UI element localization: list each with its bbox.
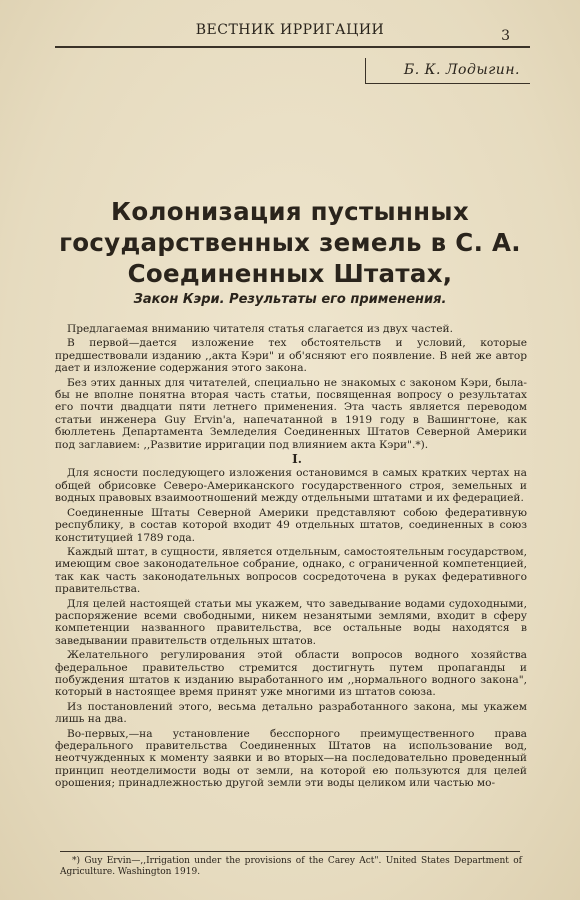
body-paragraph: Из постановлений этого, весьма детально разработанного закона, мы укажем лишь на два. — [55, 700, 527, 726]
body-paragraph: Каждый штат, в сущности, является отдельным, самостоятельным государством, имеющим свое законодательное собрание, однако, с ограниченной компетенцией, так как часть законодательных вопросов сосредоточена в руках федеративного правительства. — [55, 545, 527, 596]
article-title: Колонизация пустынных государственных земель в С. А. Соединенных Штатах, — [59, 197, 521, 288]
author-name: Б. К. Лодыгин. — [403, 62, 520, 78]
intro-paragraph: Предлагаемая вниманию читателя статья слагается из двух частей. — [67, 323, 453, 335]
page-number: 3 — [501, 28, 510, 44]
body-paragraph: Желательного регулирования этой области вопросов водного хозяйства федеральное правительство стремится достигнуть путем пропаганды и побуждения штатов к изданию выработанного им ,,нормального водного закона", который в настоящее время принят уже многими из штатов союза. — [55, 649, 527, 699]
body-paragraph: Для целей настоящей статьи мы укажем, что заведывание водами судоходными, распоряжение всеми свободными, никем незанятыми землями, входит в сферу компетенции названного правительства, все остальные воды находятся в заведывании правительств отдельных штатов. — [55, 597, 527, 647]
body-paragraph: Для ясности последующего изложения остановимся в самых кратких чертах на общей обрисовке Северо-Американского государственного строя, земельных и водных правовых взаимоотношений между отдельными штатами и их федерацией. — [55, 467, 527, 505]
footnote-rule — [60, 851, 520, 852]
article-body — [55, 323, 527, 792]
header-rule — [55, 46, 530, 48]
body-paragraph: Во-первых,—на установление бесспорного преимущественного права федерального правительства Соединенных Штатов на использование вод, неотчужденных к моменту заявки и во вторых—на последовательно проведенный принцип неотделимости воды от земли, на которой ею пользуются для целей орошения; принадлежностью другой земли эти воды целиком или частью мо- — [55, 727, 527, 790]
running-title: ВЕСТНИК ИРРИГАЦИИ — [195, 22, 385, 38]
body-paragraph: Соединенные Штаты Северной Америки представляют собою федеративную республику, в состав которой входит 49 отдельных штатов, соединенных в союз конституцией 1789 года. — [55, 506, 527, 544]
footnote: *) Guy Ervin—,,Irrigation under the provisions of the Carey Act". United States Department of Agriculture. Washington 1919. — [60, 856, 522, 877]
article-subtitle: Закон Кэри. Результаты его применения. — [133, 292, 447, 307]
intro-paragraph: В первой—дается изложение тех обстоятельств и условий, которые предшествовали изданию ,,акта Кэри" и об'ясняют его появление. В ней же автор дает и изложение содержания этого закона. — [55, 337, 527, 375]
intro-paragraph: Без этих данных для читателей, специально не знакомых с законом Кэри, была-бы не вполне понятна вторая часть статьи, посвященная вопросу о результатах его почти двадцати пяти летнего применения. Эта часть является переводом статьи инженера Guy Ervin'a, напечатанной в 1919 году в Вашингтоне, как бюллетень Департамента Земледелия Соединенных Штатов Северной Америки под заглавием: ,,Развитие ирригации под влиянием акта Кэри".*). — [55, 376, 527, 451]
section-number: I. — [292, 452, 302, 467]
